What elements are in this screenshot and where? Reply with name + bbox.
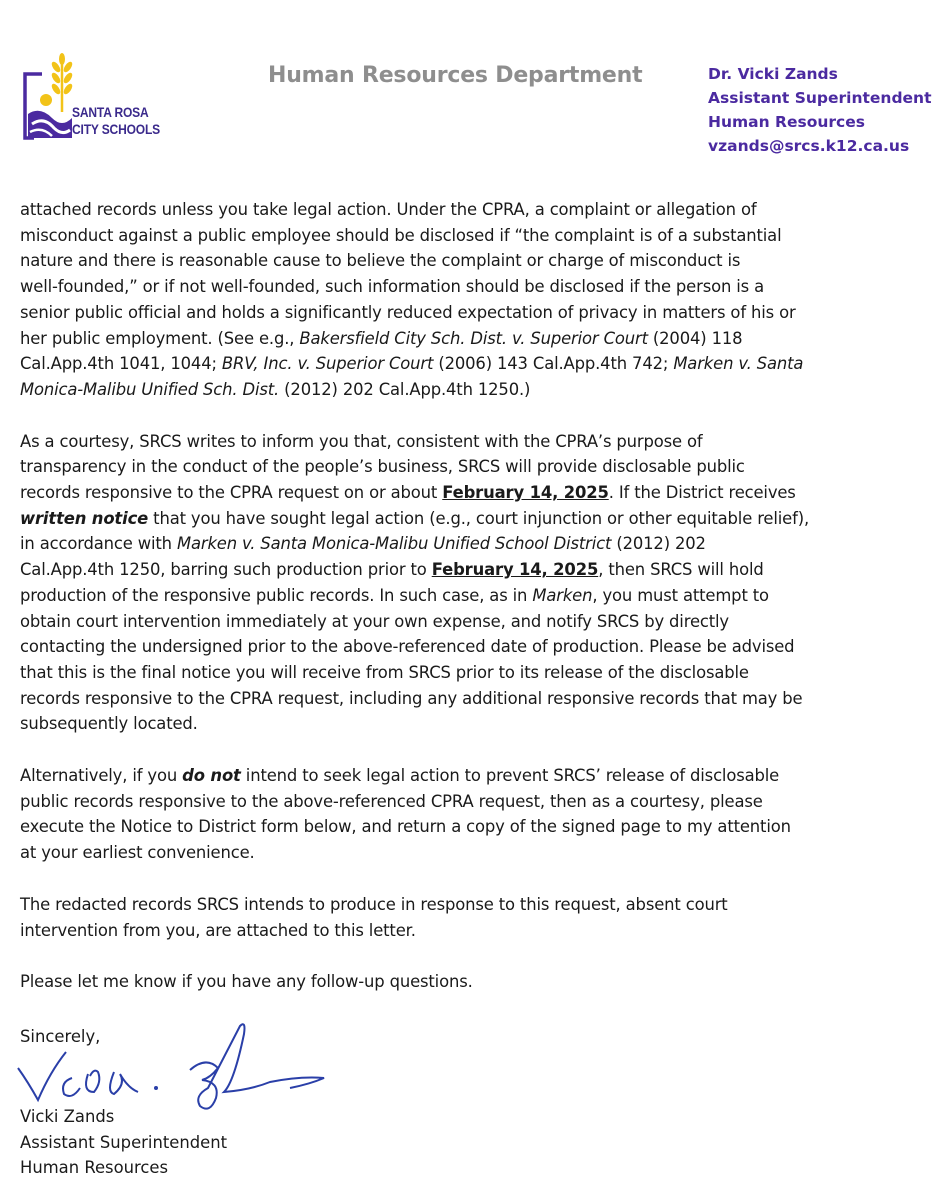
logo-line-2: CITY SCHOOLS bbox=[72, 121, 161, 137]
text-line: contacting the undersigned prior to the above-referenced date of production. Please be advised bbox=[20, 637, 795, 657]
text-run: (2012) 202 Cal.App.4th 1250.) bbox=[279, 379, 531, 399]
text-line: well-founded,” or if not well-founded, such information should be disclosed if the person is a bbox=[20, 277, 765, 297]
signer-title-1: Assistant Superintendent bbox=[20, 1132, 228, 1152]
text-line: senior public official and holds a significantly reduced expectation of privacy in matters of his or bbox=[20, 302, 796, 322]
text-run: that you have sought legal action (e.g., court injunction or other equitable relief), bbox=[148, 508, 810, 528]
signature-block bbox=[20, 1104, 227, 1181]
contact-title-1: Assistant Superintendent bbox=[708, 89, 932, 107]
emphasis-do-not: do not bbox=[182, 766, 241, 786]
text-line: that this is the final notice you will receive from SRCS prior to its release of the disclosable bbox=[20, 662, 749, 682]
text-line bbox=[20, 557, 880, 583]
contact-name: Dr. Vicki Zands bbox=[708, 65, 838, 83]
text-run: , you must attempt to bbox=[592, 585, 769, 605]
contact-block bbox=[708, 62, 932, 158]
production-date: February 14, 2025 bbox=[431, 560, 599, 580]
text-line: public records responsive to the above-referenced CPRA request, then as a courtesy, please bbox=[20, 791, 763, 811]
text-run: (2004) 118 bbox=[647, 328, 743, 348]
text-line bbox=[20, 377, 880, 403]
paragraph-2 bbox=[20, 429, 880, 737]
letterhead bbox=[0, 0, 940, 170]
case-citation: Marken v. Santa Monica-Malibu Unified School District bbox=[176, 534, 612, 554]
text-run: intend to seek legal action to prevent SRCS’ release of disclosable bbox=[240, 766, 780, 786]
case-citation: Monica-Malibu Unified Sch. Dist. bbox=[20, 379, 280, 399]
text-line bbox=[20, 326, 880, 352]
text-line: obtain court intervention immediately at your own expense, and notify SRCS by directly bbox=[20, 611, 729, 631]
text-line bbox=[20, 763, 880, 789]
paragraph-3 bbox=[20, 763, 880, 866]
text-line: As a courtesy, SRCS writes to inform you that, consistent with the CPRA’s purpose of bbox=[20, 431, 703, 451]
district-logo bbox=[22, 52, 182, 144]
text-line: The redacted records SRCS intends to produce in response to this request, absent court bbox=[20, 894, 728, 914]
text-run: records responsive to the CPRA request on or about bbox=[20, 483, 443, 503]
text-line bbox=[20, 480, 880, 506]
contact-title-2: Human Resources bbox=[708, 113, 865, 131]
text-line: records responsive to the CPRA request, including any additional responsive records that may be bbox=[20, 688, 803, 708]
text-run: . If the District receives bbox=[608, 483, 796, 503]
production-date: February 14, 2025 bbox=[442, 483, 609, 503]
text-run: (2006) 143 Cal.App.4th 742; bbox=[433, 354, 674, 374]
contact-email: vzands@srcs.k12.ca.us bbox=[708, 137, 910, 155]
case-citation: Bakersfield City Sch. Dist. v. Superior Court bbox=[299, 328, 648, 348]
text-line: Please let me know if you have any follow-up questions. bbox=[20, 972, 473, 992]
emphasis-written-notice: written notice bbox=[20, 508, 149, 528]
department-title: Human Resources Department bbox=[268, 63, 643, 88]
text-line bbox=[20, 351, 880, 377]
text-line bbox=[20, 531, 880, 557]
signer-title-2: Human Resources bbox=[20, 1158, 169, 1178]
text-run: Cal.App.4th 1041, 1044; bbox=[20, 354, 222, 374]
text-line: misconduct against a public employee should be disclosed if “the complaint is of a substantial bbox=[20, 225, 782, 245]
paragraph-1 bbox=[20, 197, 880, 403]
text-line: at your earliest convenience. bbox=[20, 843, 255, 863]
signer-name: Vicki Zands bbox=[20, 1107, 115, 1126]
text-run: her public employment. (See e.g., bbox=[20, 328, 300, 348]
text-run: Alternatively, if you bbox=[20, 766, 183, 786]
logo-line-1: SANTA ROSA bbox=[72, 104, 149, 120]
text-run: , then SRCS will hold bbox=[598, 560, 764, 580]
case-citation: BRV, Inc. v. Superior Court bbox=[221, 354, 434, 374]
salutation: Sincerely, bbox=[20, 1027, 101, 1046]
text-line: execute the Notice to District form below, and return a copy of the signed page to my attention bbox=[20, 817, 791, 837]
paragraph-5 bbox=[20, 969, 880, 995]
text-line: attached records unless you take legal action. Under the CPRA, a complaint or allegation of bbox=[20, 200, 757, 219]
case-citation: Marken bbox=[532, 585, 593, 605]
logo-wordmark bbox=[72, 104, 160, 138]
text-line: subsequently located. bbox=[20, 714, 198, 734]
text-line bbox=[20, 583, 880, 609]
text-run: (2012) 202 bbox=[611, 534, 706, 554]
case-citation: Marken v. Santa bbox=[673, 354, 804, 374]
text-line: transparency in the conduct of the people’s business, SRCS will provide disclosable public bbox=[20, 457, 745, 477]
letter-body bbox=[20, 197, 880, 1021]
text-run: in accordance with bbox=[20, 534, 177, 554]
text-line bbox=[20, 506, 880, 532]
paragraph-4 bbox=[20, 892, 880, 943]
text-line: intervention from you, are attached to this letter. bbox=[20, 920, 416, 940]
text-run: production of the responsive public records. In such case, as in bbox=[20, 585, 533, 605]
text-run: Cal.App.4th 1250, barring such production prior to bbox=[20, 560, 432, 580]
text-line: nature and there is reasonable cause to believe the complaint or charge of misconduct is bbox=[20, 251, 741, 271]
